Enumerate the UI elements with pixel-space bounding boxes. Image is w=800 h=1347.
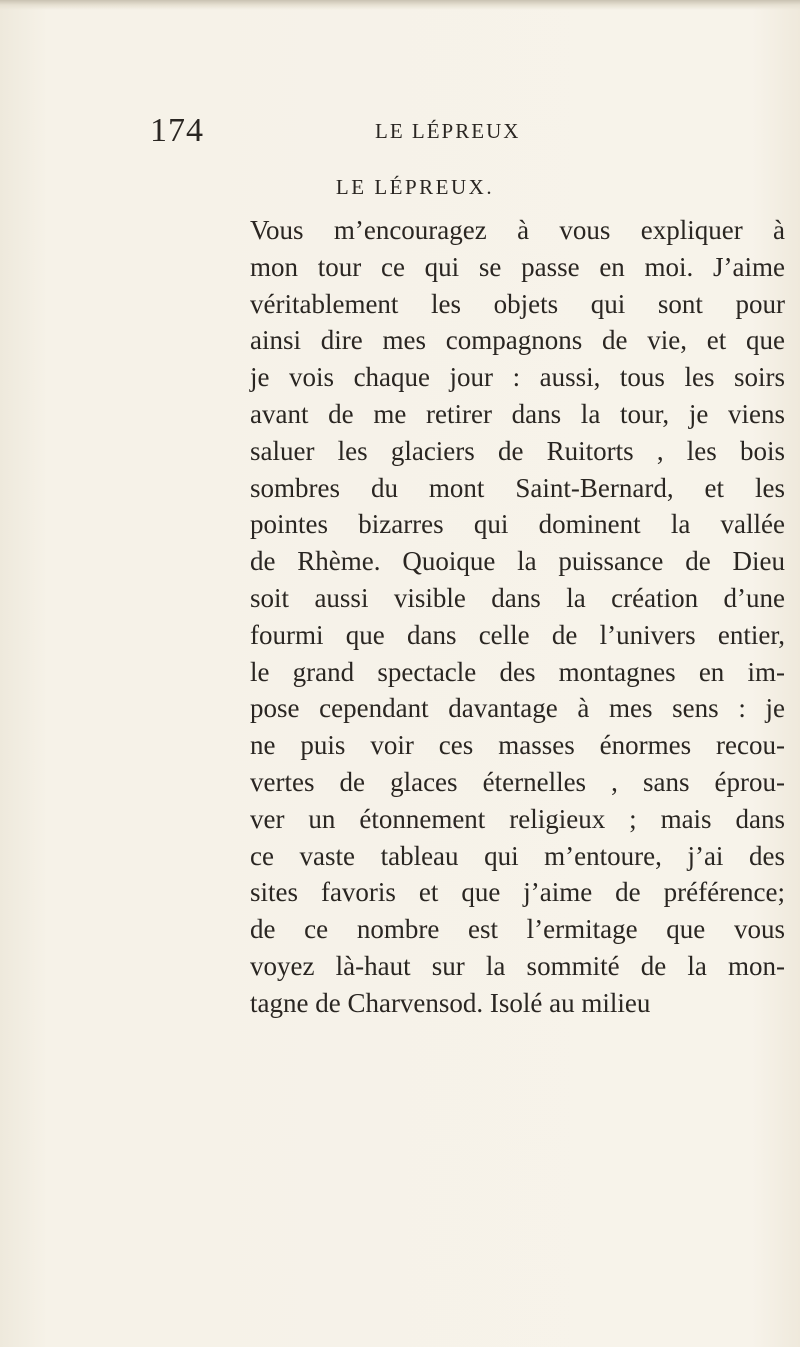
text-line: ainsi dire mes compagnons de vie, et que — [250, 325, 785, 356]
text-line: de ce nombre est l’ermitage que vous — [250, 914, 785, 945]
text-line: vertes de glaces éternelles , sans éprou- — [250, 766, 785, 797]
text-line: soit aussi visible dans la création d’une — [250, 582, 785, 613]
text-line: voyez là-haut sur la sommité de la mon- — [250, 950, 785, 981]
text-line: saluer les glaciers de Ruitorts , les bois — [250, 435, 785, 466]
text-line: sombres du mont Saint-Bernard, et les — [250, 472, 785, 503]
text-line: pose cependant davantage à mes sens : je — [250, 693, 785, 724]
text-line: avant de me retirer dans la tour, je viens — [250, 398, 785, 429]
running-head: LE LÉPREUX — [375, 119, 521, 143]
text-line: ce vaste tableau qui m’entoure, j’ai des — [250, 840, 785, 871]
text-line: je vois chaque jour : aussi, tous les soirs — [250, 362, 785, 393]
text-line: tagne de Charvensod. Isolé au milieu — [250, 987, 651, 1018]
text-line: ver un étonnement religieux ; mais dans — [250, 803, 785, 834]
text-line: le grand spectacle des montagnes en im- — [250, 656, 785, 687]
text-line: ne puis voir ces masses énormes recou- — [250, 730, 785, 761]
text-line: véritablement les objets qui sont pour — [250, 288, 785, 319]
text-line: pointes bizarres qui dominent la vallée — [250, 509, 785, 540]
text-line: Vous m’encouragez à vous expliquer à — [250, 215, 785, 245]
text-line: mon tour ce qui se passe en moi. J’aime — [250, 251, 785, 282]
body-text — [250, 212, 785, 1022]
chapter-title: LE LÉPREUX. — [335, 175, 495, 199]
text-line: fourmi que dans celle de l’univers entier, — [250, 619, 785, 650]
page-number: 174 — [150, 112, 204, 149]
text-line: sites favoris et que j’aime de préférence; — [250, 877, 785, 908]
page-edge — [0, 0, 800, 10]
text-line: de Rhème. Quoique la puissance de Dieu — [250, 546, 785, 577]
